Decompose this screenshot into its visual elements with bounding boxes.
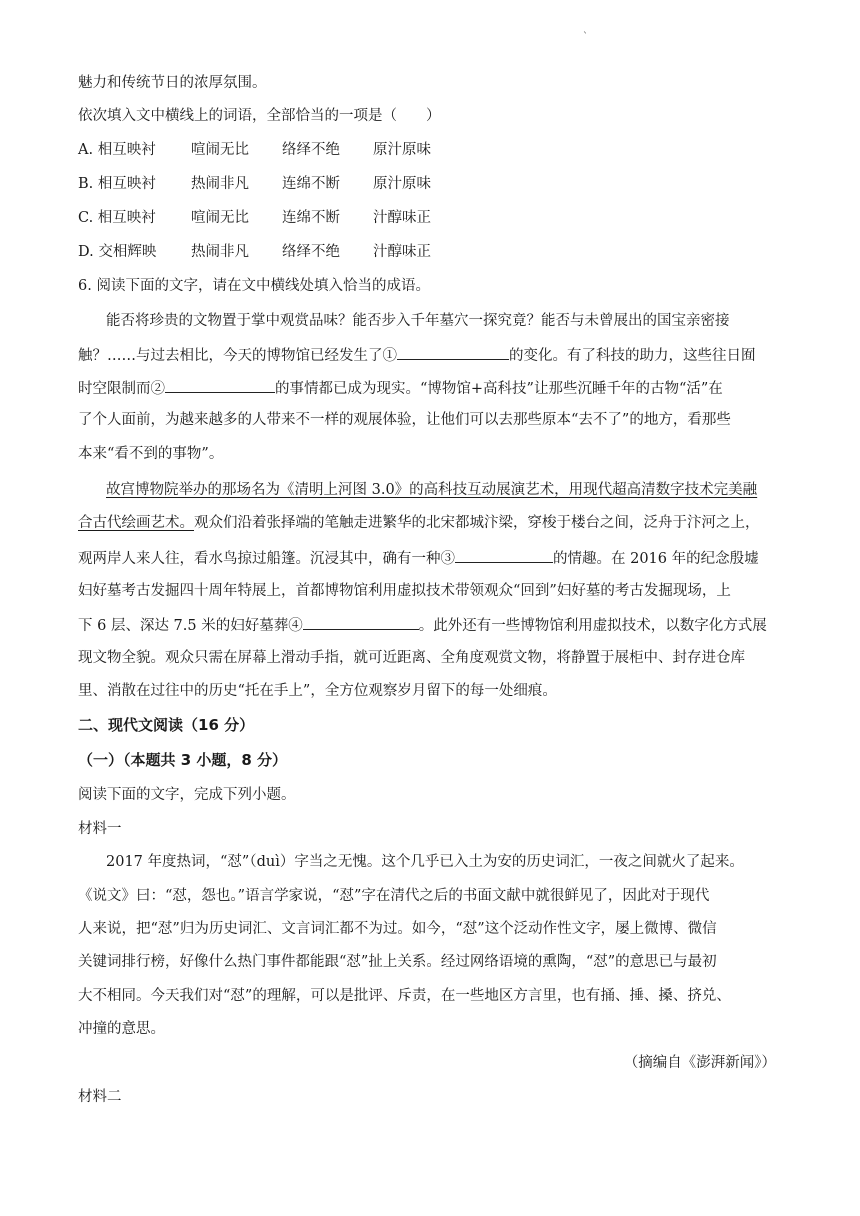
passage-line: 关键词排行榜，好像什么热门事件都能跟“怼”扯上关系。经过网络语境的熏陶，“怼”的意思已与最初 xyxy=(78,954,717,970)
passage-line: 本来“看不到的事物”。 xyxy=(78,446,224,462)
passage-text: 的事情都已成为现实。“博物馆+高科技”让那些沉睡千年的古物“活”在 xyxy=(275,381,723,397)
blank-2 xyxy=(165,377,275,393)
subsection-heading: （一）（本题共 3 小题，8 分） xyxy=(78,751,288,769)
underlined-sentence: 故宫博物院举办的那场名为《清明上河图 3.0》的高科技互动展演艺术，用现代超高清数字技术完美融 xyxy=(106,482,758,498)
passage-text: 的变化。有了科技的助力，这些往日囿 xyxy=(509,348,756,364)
option-a-label: A. 相互映衬 xyxy=(78,142,156,158)
option-c-word3: 连绵不断 xyxy=(282,210,340,226)
option-b-word2: 热闹非凡 xyxy=(191,176,249,192)
passage-text: 触？……与过去相比，今天的博物馆已经发生了① xyxy=(78,348,397,364)
passage-line: 能否将珍贵的文物置于掌中观赏品味？能否步入千年墓穴一探究竟？能否与未曾展出的国宝亲密接 xyxy=(106,313,730,329)
passage-line xyxy=(78,614,767,636)
option-c-word4: 汁醇味正 xyxy=(373,210,431,226)
option-a-word2: 喧闹无比 xyxy=(191,142,249,158)
question-prompt: 依次填入文中横线上的词语，全部恰当的一项是（ ） xyxy=(78,108,441,124)
passage-line: 了个人面前，为越来越多的人带来不一样的观展体验，让他们可以去那些原本“去不了”的地方，看那些 xyxy=(78,412,731,428)
passage-text: 。此外还有一些博物馆利用虚拟技术，以数字化方式展 xyxy=(418,618,767,634)
option-d-word4: 汁醇味正 xyxy=(373,244,431,260)
blank-1 xyxy=(397,344,509,360)
option-a-word3: 络绎不绝 xyxy=(282,142,340,158)
underlined-sentence-end: 合古代绘画艺术。 xyxy=(78,515,194,531)
option-c-label: C. 相互映衬 xyxy=(78,210,156,226)
passage-text: 时空限制而② xyxy=(78,381,165,397)
text-line: 魅力和传统节日的浓厚氛围。 xyxy=(78,75,267,91)
option-d-label: D. 交相辉映 xyxy=(78,244,157,260)
material-1-label: 材料一 xyxy=(78,821,122,837)
passage-line: 《说文》曰：“怼，怨也。”语言学家说，“怼”字在清代之后的书面文献中就很鲜见了，因此对于现代 xyxy=(78,888,710,904)
passage-line: 里、消散在过往中的历史“托在手上”，全方位观察岁月留下的每一处细痕。 xyxy=(78,683,557,699)
passage-line: 大不相同。今天我们对“怼”的理解，可以是批评、斥责，在一些地区方言里，也有捅、捶、搡、挤兑、 xyxy=(78,988,731,1004)
passage-line: 冲撞的意思。 xyxy=(78,1021,165,1037)
passage-line xyxy=(78,547,759,569)
option-c-word2: 喧闹无比 xyxy=(191,210,249,226)
blank-3 xyxy=(455,547,553,563)
passage-text: 的情趣。在 2016 年的纪念殷墟 xyxy=(553,551,759,567)
blank-4 xyxy=(303,614,419,630)
passage-text: 下 6 层、深达 7.5 米的妇好墓葬④ xyxy=(78,618,303,634)
section-heading: 二、现代文阅读（16 分） xyxy=(78,716,255,734)
passage-text: 观众们沿着张择端的笔触走进繁华的北宋都城汴梁，穿梭于楼台之间，泛舟于汴河之上， xyxy=(194,515,760,531)
header-mark: ` xyxy=(583,32,588,43)
passage-line: 人来说，把“怼”归为历史词汇、文言词汇都不为过。如今，“怼”这个泛动作性文字，屡上微博、微信 xyxy=(78,921,717,937)
passage-line xyxy=(78,377,723,399)
passage-line: 妇好墓考古发掘四十周年特展上，首都博物馆利用虚拟技术带领观众“回到”妇好墓的考古发掘现场，上 xyxy=(78,583,731,599)
passage-line xyxy=(78,344,756,366)
option-d-word2: 热闹非凡 xyxy=(191,244,249,260)
passage-line: 现文物全貌。观众只需在屏幕上滑动手指，就可近距离、全角度观赏文物，将静置于展柜中、封存进仓库 xyxy=(78,650,745,666)
passage-line xyxy=(78,513,760,533)
option-a-word4: 原汁原味 xyxy=(373,142,431,158)
option-d-word3: 络绎不绝 xyxy=(282,244,340,260)
option-b-label: B. 相互映衬 xyxy=(78,176,156,192)
question-6-title: 6. 阅读下面的文字，请在文中横线处填入恰当的成语。 xyxy=(78,278,430,294)
passage-text: 观两岸人来人往，看水鸟掠过船篷。沉浸其中，确有一种③ xyxy=(78,551,455,567)
passage-line: 2017 年度热词，“怼”（duì）字当之无愧。这个几乎已入土为安的历史词汇，一夜之间就火了起来。 xyxy=(106,854,744,870)
source-citation: （摘编自《澎湃新闻》） xyxy=(623,1055,776,1071)
option-b-word4: 原汁原味 xyxy=(373,176,431,192)
option-b-word3: 连绵不断 xyxy=(282,176,340,192)
instruction-text: 阅读下面的文字，完成下列小题。 xyxy=(78,787,296,803)
material-2-label: 材料二 xyxy=(78,1089,122,1105)
